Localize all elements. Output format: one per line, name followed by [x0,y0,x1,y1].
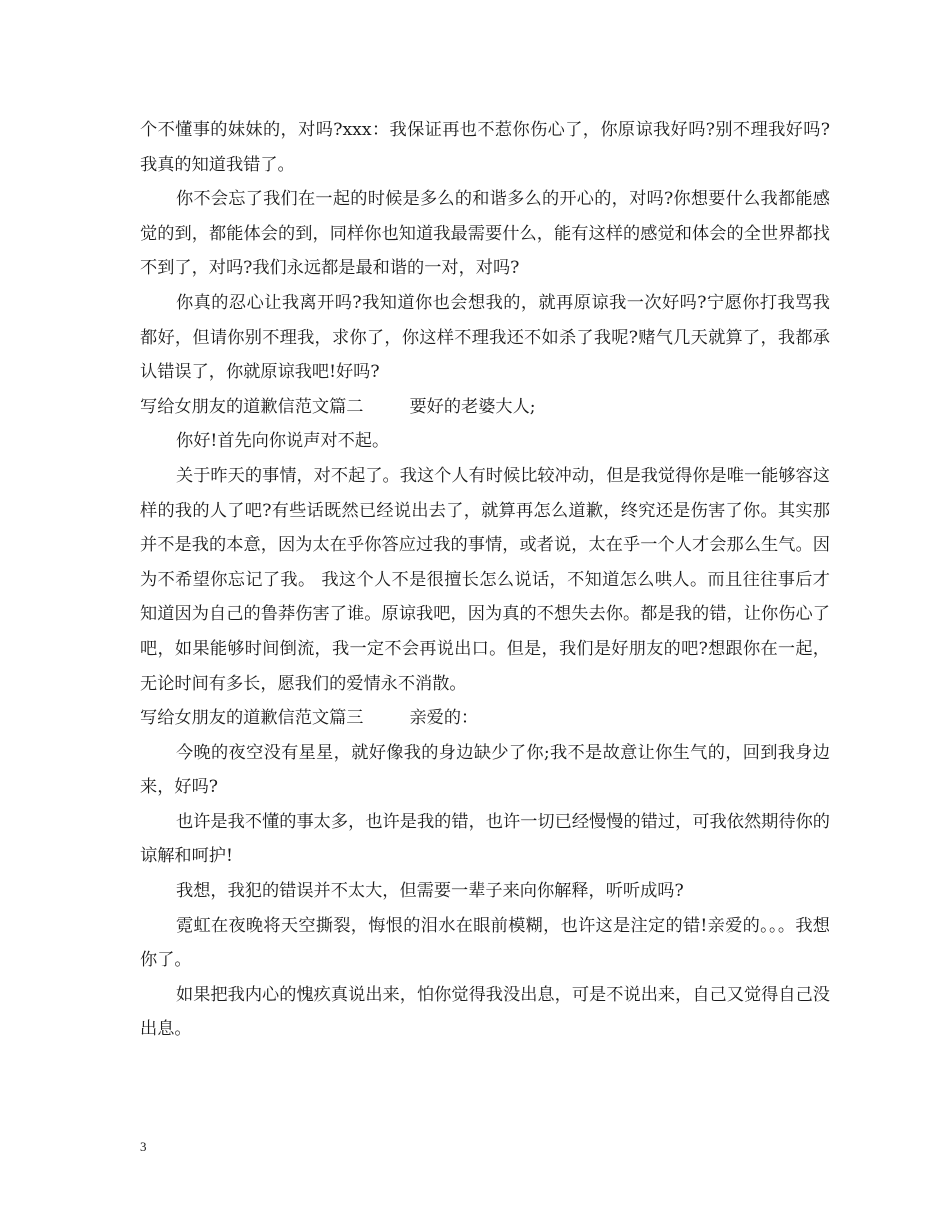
page-number: 3 [140,1139,147,1154]
paragraph: 如果把我内心的愧疚真说出来，怕你觉得我没出息，可是不说出来，自己又觉得自己没出息。 [140,984,830,1040]
letter-greeting: 要好的老婆大人; [409,396,536,417]
paragraph: 也许是我不懂的事太多，也许是我的错，也许一切已经慢慢的错过，可我依然期待你的谅解和呵护! [140,811,830,867]
section-heading-3 [140,701,830,736]
paragraph: 我想，我犯的错误并不太大，但需要一辈子来向你解释，听听成吗? [176,881,684,902]
section-heading-2 [140,390,830,425]
paragraph: 你真的忍心让我离开吗?我知道你也会想我的，就再原谅我一次好吗?宁愿你打我骂我都好，但请你别不理我，求你了，你这样不理我还不如杀了我呢?赌气几天就算了，我都承认错误了，你就原谅我吧!好吗? [140,292,830,383]
section-title: 写给女朋友的道歉信范文篇三 [140,708,364,729]
letter-greeting: 亲爱的： [409,708,479,729]
paragraph-continuation: 个不懂事的妹妹的，对吗?xxx：我保证再也不惹你伤心了，你原谅我好吗?别不理我好吗?我真的知道我错了。 [140,120,830,175]
paragraph: 你不会忘了我们在一起的时候是多么的和谐多么的开心的，对吗?你想要什么我都能感觉的到，都能体会的到，同样你也知道我最需要什么，能有这样的感觉和体会的全世界都找不到了，对吗?我们永远都是最和谐的一对，对吗? [140,189,830,279]
section-title: 写给女朋友的道歉信范文篇二 [140,396,364,417]
paragraph: 你好!首先向你说声对不起。 [176,431,390,452]
paragraph: 霓虹在夜晚将天空撕裂，悔恨的泪水在眼前模糊，也许这是注定的错!亲爱的。。。我想你了。 [140,915,830,971]
paragraph: 关于昨天的事情，对不起了。我这个人有时候比较冲动，但是我觉得你是唯一能够容这样的我的人了吧?有些话既然已经说出去了，就算再怎么道歉，终究还是伤害了你。其实那并不是我的本意，因为太在乎你答应过我的事情，或者说，太在乎一个人才会那么生气。因为不希望你忘记了我。 我这个人不是很擅长怎么说话，不知道怎么哄人。而且往往事后才知道因为自己的鲁莽伤害了谁。原谅我吧，因为真的不想失去你。都是我的错，让你伤心了吧，如果能够时间倒流，我一定不会再说出口。但是，我们是好朋友的吧?想跟你在一起，无论时间有多长，愿我们的爱情永不消散。 [140,465,830,694]
paragraph: 今晚的夜空没有星星，就好像我的身边缺少了你;我不是故意让你生气的，回到我身边来，好吗? [140,742,830,798]
document-body [140,113,830,1047]
